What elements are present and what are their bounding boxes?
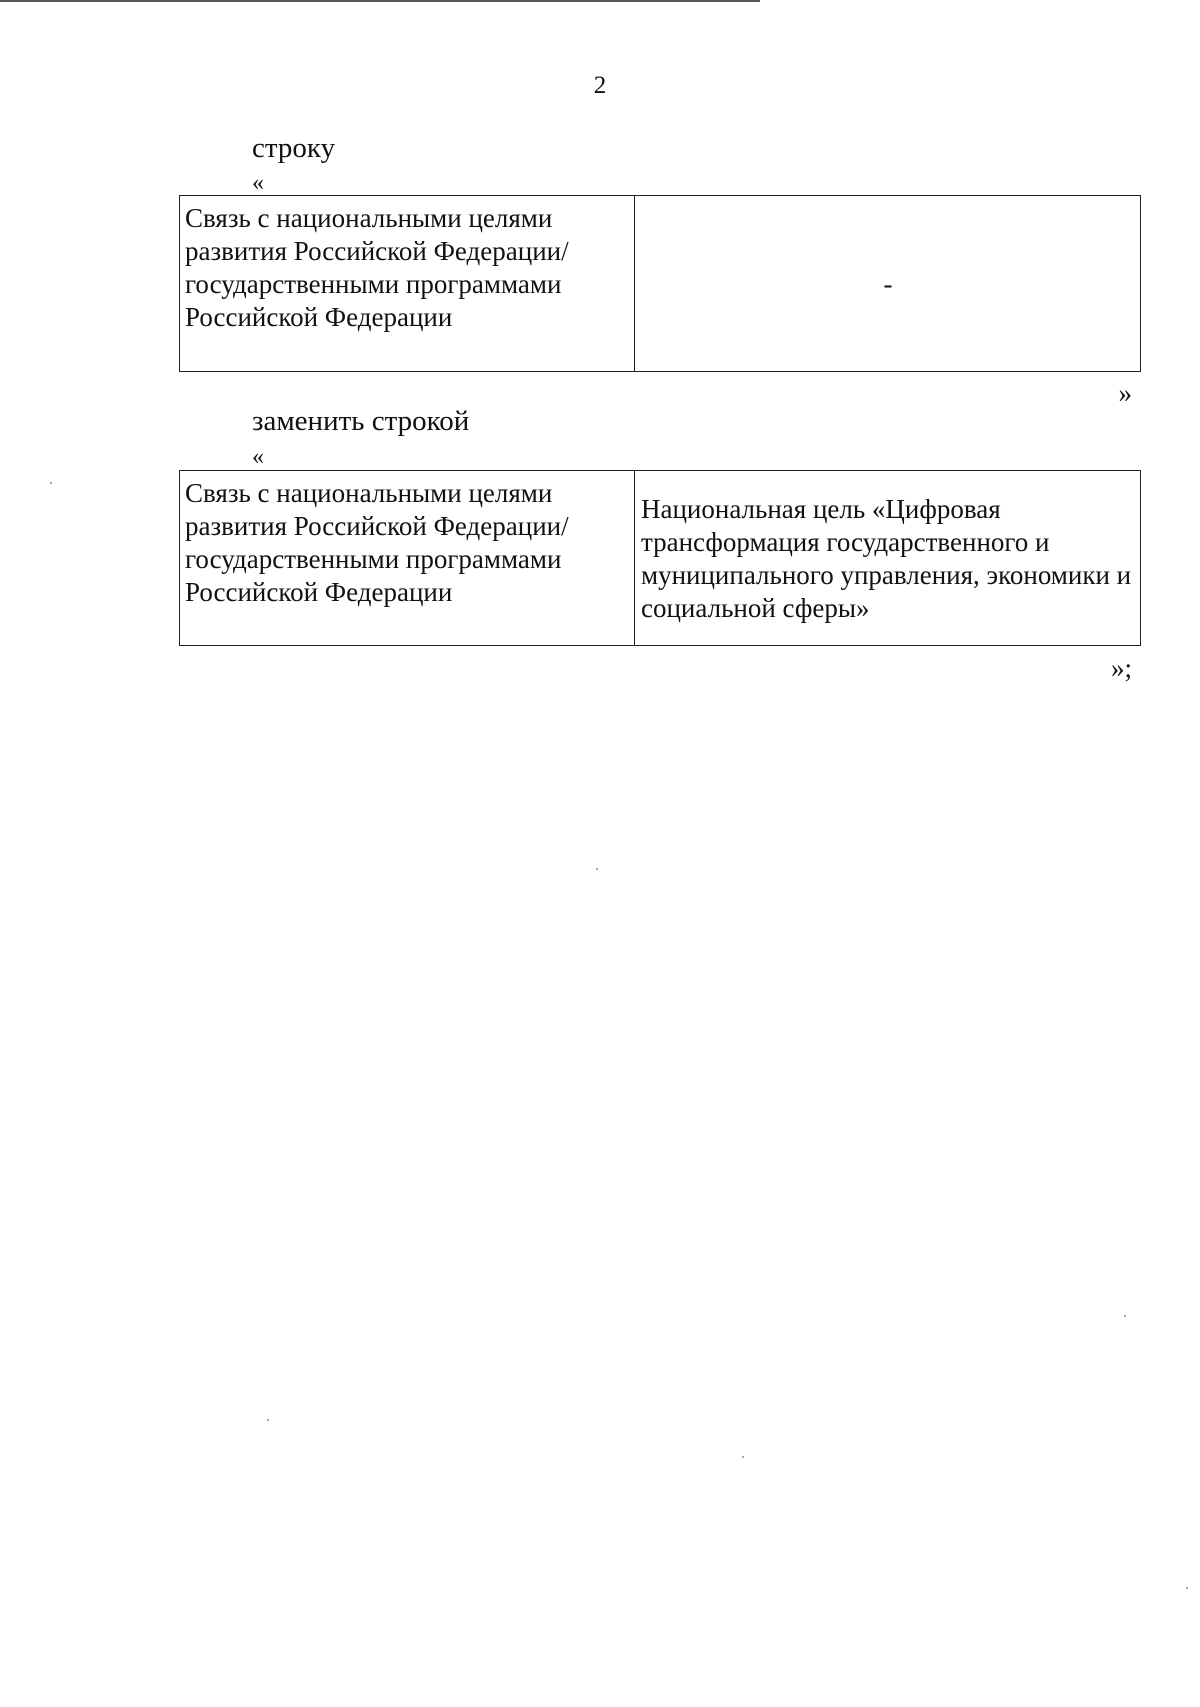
quote-close-1: » [1118, 378, 1132, 408]
scan-speck [50, 482, 52, 484]
quote-open-2: « [252, 444, 264, 470]
scan-speck [596, 868, 598, 870]
table-row [180, 196, 1141, 372]
table-row [180, 471, 1141, 646]
old-row-value: - [635, 196, 1141, 372]
old-row-table [179, 195, 1141, 372]
scan-speck [742, 1456, 744, 1458]
scan-speck [1124, 1315, 1126, 1317]
new-row-value: Национальная цель «Цифровая трансформация государственного и муниципального управления, экономики и социальной сферы» [635, 471, 1141, 646]
new-row-table [179, 470, 1141, 646]
scan-edge [0, 0, 760, 2]
new-row-label: Связь с национальными целями развития Российской Федерации/государственными программами Российской Федерации [180, 471, 635, 646]
scan-speck [267, 1419, 269, 1421]
page-number: 2 [593, 72, 607, 99]
quote-close-2: »; [1110, 653, 1132, 683]
old-row-label: Связь с национальными целями развития Российской Федерации/государственными программами Российской Федерации [180, 196, 635, 372]
quote-open-1: « [252, 170, 264, 196]
scan-speck [1186, 1587, 1188, 1589]
replace-text: заменить строкой [252, 405, 470, 437]
intro-text: строку [252, 132, 336, 164]
